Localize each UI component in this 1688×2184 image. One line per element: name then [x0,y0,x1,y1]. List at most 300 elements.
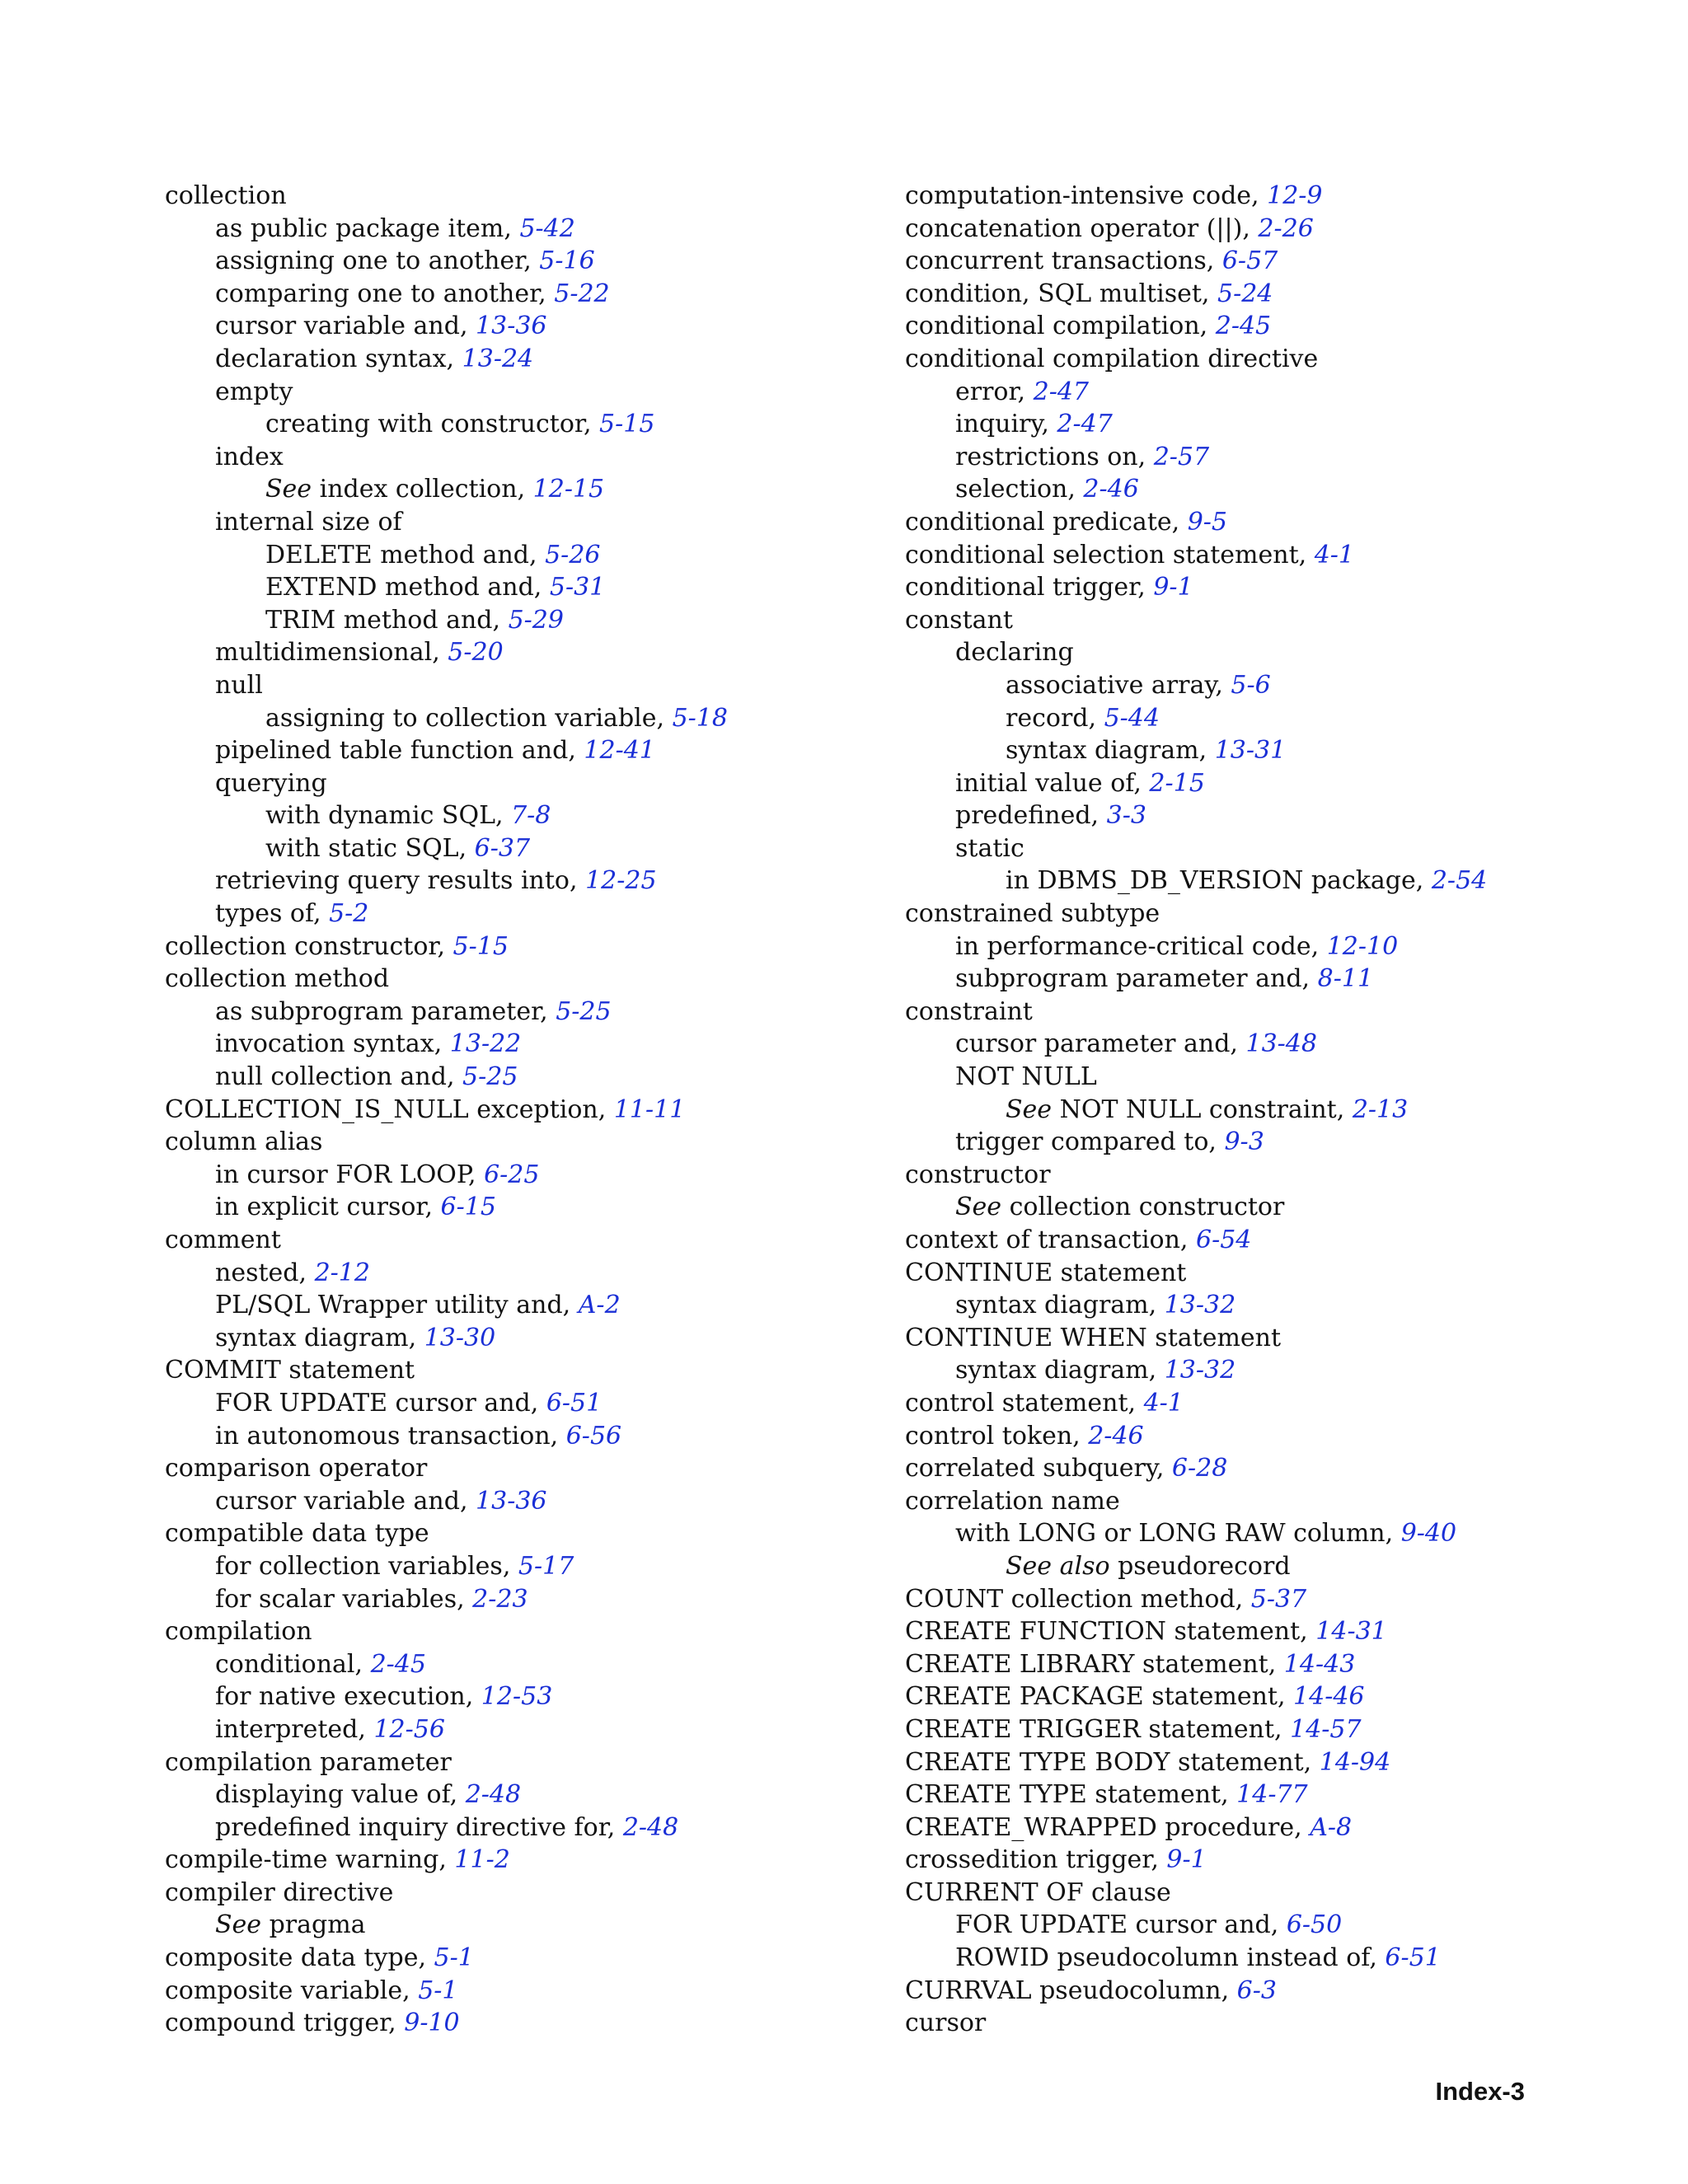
index-entry [905,180,1630,213]
see-reference-label: See [1006,1094,1053,1124]
index-term: control token, [905,1421,1089,1451]
page-reference-link[interactable]: 14-31 [1315,1617,1387,1647]
index-entry [165,799,890,832]
index-entry [165,441,890,474]
index-entry [905,1583,1630,1616]
page-reference-link[interactable]: 6-25 [484,1160,540,1189]
page-reference-link[interactable]: 13-24 [462,344,534,373]
index-term: concatenation operator (||), [905,213,1259,243]
index-term: compile-time warning, [165,1845,455,1875]
page-reference-link[interactable]: 5-26 [545,540,601,569]
index-term: CREATE LIBRARY statement, [905,1649,1284,1679]
index-term: declaration syntax, [215,344,462,373]
index-term: DELETE method and, [265,540,546,569]
see-reference-label: See [955,1193,1002,1222]
index-term: constant [905,605,1013,635]
index-term: column alias [165,1127,323,1157]
page-reference-link[interactable]: 5-2 [329,899,369,929]
index-term: CURRENT OF clause [905,1877,1171,1907]
index-entry [165,539,890,572]
index-column-right [905,180,1630,2040]
index-entry [905,702,1630,735]
index-entry [905,734,1630,767]
index-entry [165,1485,890,1518]
page-reference-link[interactable]: 6-3 [1236,1975,1277,2005]
index-entry [165,1191,890,1224]
index-term: FOR UPDATE cursor and, [215,1388,546,1418]
page-reference-link[interactable]: 2-47 [1033,377,1090,406]
index-entry [165,636,890,669]
index-entry [905,506,1630,539]
page-reference-link[interactable]: 2-13 [1352,1094,1409,1124]
index-term: conditional predicate, [905,507,1188,537]
index-term: compound trigger, [165,2008,405,2038]
page-reference-link[interactable]: 13-48 [1245,1029,1317,1059]
index-entry [905,473,1630,506]
index-entry [905,1322,1630,1355]
index-entry [905,898,1630,930]
page-reference-link[interactable]: 12-9 [1267,181,1323,210]
index-entry [165,1257,890,1290]
index-entry [165,1942,890,1975]
page-reference-link[interactable]: 5-44 [1104,703,1160,733]
index-entry [905,1420,1630,1453]
index-term: invocation syntax, [215,1029,450,1059]
index-term: selection, [955,475,1084,504]
page-reference-link[interactable]: 14-46 [1293,1682,1365,1712]
page-reference-link[interactable]: 5-22 [554,279,610,308]
page-reference-link[interactable]: 6-50 [1286,1910,1343,1940]
index-entry [905,1746,1630,1779]
index-term: context of transaction, [905,1226,1196,1254]
index-entry [165,1420,890,1453]
index-entry [905,1191,1630,1224]
index-term: correlation name [905,1486,1120,1516]
index-term: FOR UPDATE cursor and, [955,1910,1287,1940]
page-reference-link[interactable]: 6-56 [565,1421,622,1451]
page-reference-link[interactable]: 14-57 [1290,1714,1362,1744]
index-entry [165,1615,890,1648]
index-term: with LONG or LONG RAW column, [955,1519,1401,1549]
index-entry [905,245,1630,278]
index-entry [165,1648,890,1681]
page-reference-link[interactable]: 6-28 [1171,1454,1228,1483]
index-entry [165,278,890,311]
see-reference-label: See [215,1910,262,1940]
index-entry [905,1126,1630,1159]
index-entry [165,2007,890,2040]
page-reference-link[interactable]: 6-15 [440,1193,496,1222]
page-reference-link[interactable]: 2-47 [1057,410,1113,439]
index-term: concurrent transactions, [905,246,1222,276]
page-reference-link[interactable]: 12-15 [532,475,605,504]
index-entry [905,376,1630,409]
page-reference-link[interactable]: 5-20 [448,638,504,668]
page-reference-link[interactable]: 2-15 [1149,768,1205,798]
index-entry [905,571,1630,604]
index-entry [165,1159,890,1192]
page-reference-link[interactable]: A-2 [578,1291,621,1320]
index-entry [165,604,890,637]
page-reference-link[interactable]: 2-48 [465,1780,522,1810]
index-entry [165,1877,890,1910]
index-term: composite data type, [165,1943,434,1973]
index-entry [905,1550,1630,1583]
index-term: compatible data type [165,1519,429,1549]
index-term: subprogram parameter and, [955,964,1318,994]
index-term: initial value of, [955,768,1150,798]
page-reference-link[interactable]: 2-48 [622,1812,679,1842]
page-reference-link[interactable]: 5-25 [556,996,612,1026]
page-reference-link[interactable]: 12-56 [373,1714,445,1744]
index-entry [905,408,1630,441]
index-term: ROWID pseudocolumn instead of, [955,1943,1386,1973]
page-reference-link[interactable]: 13-30 [424,1323,496,1352]
page-reference-link[interactable]: 2-54 [1431,866,1488,896]
index-entry [165,506,890,539]
page-reference-link[interactable]: 11-2 [454,1845,510,1875]
page-reference-link[interactable]: 5-25 [462,1062,518,1092]
index-term: cursor variable and, [215,312,476,341]
index-entry [165,245,890,278]
page-reference-link[interactable]: 8-11 [1317,964,1374,994]
index-entry [165,1550,890,1583]
index-entry [905,1975,1630,2008]
index-entry [165,1061,890,1094]
page-reference-link[interactable]: 5-15 [599,410,655,439]
index-term: interpreted, [215,1714,374,1744]
page-reference-link[interactable]: 13-32 [1164,1356,1236,1385]
index-entry [905,1615,1630,1648]
index-entry [905,343,1630,376]
index-entry [905,213,1630,246]
index-entry [165,180,890,213]
index-entry [165,408,890,441]
index-term: conditional, [215,1649,371,1679]
page-reference-link[interactable]: 12-10 [1326,931,1399,961]
index-entry [165,1909,890,1942]
index-entry [905,604,1630,637]
index-term: CREATE TRIGGER statement, [905,1714,1291,1744]
page-reference-link[interactable]: 2-45 [1215,312,1272,341]
page-reference-link[interactable]: 5-37 [1250,1584,1307,1614]
index-entry [165,343,890,376]
page-reference-link[interactable]: 5-31 [549,573,606,602]
index-entry [165,1680,890,1713]
page-reference-link[interactable]: 6-57 [1221,246,1278,276]
index-term: cursor variable and, [215,1486,476,1516]
index-entry [905,1909,1630,1942]
index-term: correlated subquery, [905,1454,1172,1483]
index-entry [165,1289,890,1322]
index-term: assigning to collection variable, [265,703,673,733]
index-term: comparing one to another, [215,279,555,308]
index-term: creating with constructor, [265,410,600,439]
index-entry [165,1452,890,1485]
page-reference-link[interactable]: 14-77 [1236,1780,1308,1810]
index-term: error, [955,377,1034,406]
index-term: constrained subtype [905,899,1160,929]
index-entry [165,310,890,343]
page-reference-link[interactable]: 11-11 [613,1094,686,1124]
index-entry [905,1289,1630,1322]
index-term: for native execution, [215,1682,481,1712]
index-term: in explicit cursor, [215,1193,441,1222]
index-entry [905,1779,1630,1811]
index-term: for scalar variables, [215,1584,473,1614]
page-number: Index-3 [1435,2077,1525,2106]
index-entry [905,1061,1630,1094]
page-reference-link[interactable]: 14-94 [1319,1747,1391,1777]
index-term: comparison operator [165,1454,428,1483]
index-term: syntax diagram, [955,1356,1165,1385]
index-term: null [215,670,263,700]
index-term: COMMIT statement [165,1356,415,1385]
index-entry [905,1159,1630,1192]
index-term: inquiry, [955,410,1057,439]
page-reference-link[interactable]: 9-10 [404,2008,460,2038]
index-term: collection constructor, [165,931,453,961]
index-term: CREATE TYPE statement, [905,1780,1237,1810]
index-term: with dynamic SQL, [265,801,512,831]
page-reference-link[interactable]: 9-40 [1400,1519,1457,1549]
index-term: control statement, [905,1388,1144,1418]
index-entry [165,996,890,1029]
index-term: comment [165,1226,281,1254]
index-term: pseudorecord [1109,1551,1291,1581]
index-entry [165,1713,890,1746]
index-term: compiler directive [165,1877,394,1907]
index-term: CURRVAL pseudocolumn, [905,1975,1237,2005]
index-entry [905,669,1630,702]
index-entry [905,1354,1630,1387]
index-term: collection method [165,964,390,994]
index-term: CREATE_WRAPPED procedure, [905,1812,1311,1842]
index-term: trigger compared to, [955,1127,1225,1157]
page-reference-link[interactable]: 9-1 [1166,1845,1207,1875]
index-entry [165,473,890,506]
index-entry [165,213,890,246]
page-reference-link[interactable]: 13-36 [476,312,547,341]
page-reference-link[interactable]: 7-8 [511,801,551,831]
index-entry [165,1322,890,1355]
page-reference-link[interactable]: 6-54 [1196,1226,1252,1254]
index-term: in cursor FOR LOOP, [215,1160,485,1189]
page-reference-link[interactable]: 5-1 [434,1943,474,1973]
index-entry [905,2007,1630,2040]
page-reference-link[interactable]: 6-51 [1385,1943,1441,1973]
index-term: condition, SQL multiset, [905,279,1217,308]
page-reference-link[interactable]: 6-37 [474,833,531,863]
index-entry [905,278,1630,311]
page-reference-link[interactable]: 2-12 [314,1258,370,1287]
index-term: collection [165,181,287,210]
index-entry [165,930,890,963]
index-term: querying [215,768,327,798]
page-reference-link[interactable]: 9-3 [1224,1127,1264,1157]
index-entry [905,1942,1630,1975]
index-term: CREATE TYPE BODY statement, [905,1747,1320,1777]
index-term: PL/SQL Wrapper utility and, [215,1291,579,1320]
page-reference-link[interactable]: 2-46 [1083,475,1139,504]
index-term: conditional compilation, [905,312,1216,341]
index-entry [905,1224,1630,1257]
index-entry [905,539,1630,572]
page-reference-link[interactable]: 2-26 [1258,213,1314,243]
index-term: in performance-critical code, [955,931,1327,961]
index-term: CREATE FUNCTION statement, [905,1617,1316,1647]
index-entry [905,1028,1630,1061]
page-reference-link[interactable]: 5-17 [518,1551,574,1581]
index-term: TRIM method and, [265,605,509,635]
index-term: assigning one to another, [215,246,540,276]
index-term: EXTEND method and, [265,573,550,602]
index-entry [165,1028,890,1061]
index-term: pipelined table function and, [215,736,584,766]
index-term: collection constructor [1001,1193,1285,1222]
page-reference-link[interactable]: 9-1 [1153,573,1193,602]
page-reference-link[interactable]: 5-6 [1231,670,1271,700]
index-term: constraint [905,996,1033,1026]
index-term: empty [215,377,293,406]
index-term: computation-intensive code, [905,181,1268,210]
index-entry [905,767,1630,800]
index-entry [905,1257,1630,1290]
index-entry [165,1811,890,1844]
page-reference-link[interactable]: 6-51 [546,1388,603,1418]
index-term: as subprogram parameter, [215,996,556,1026]
index-term: nested, [215,1258,315,1287]
page-reference-link[interactable]: 13-36 [476,1486,547,1516]
index-entry [165,1583,890,1616]
index-entry [905,1648,1630,1681]
page-reference-link[interactable]: 3-3 [1106,801,1146,831]
index-entry [165,1094,890,1127]
index-term: cursor parameter and, [955,1029,1246,1059]
index-entry [905,1811,1630,1844]
index-entry [165,1844,890,1877]
index-entry [905,799,1630,832]
index-term: restrictions on, [955,442,1154,471]
index-term: compilation parameter [165,1747,452,1777]
page-reference-link[interactable]: 5-1 [418,1975,458,2005]
index-term: in DBMS_DB_VERSION package, [1006,866,1432,896]
page-reference-link[interactable]: 13-22 [449,1029,522,1059]
index-term: conditional compilation directive [905,344,1319,373]
page-reference-link[interactable]: A-8 [1310,1812,1353,1842]
index-term: associative array, [1006,670,1231,700]
page-reference-link[interactable]: 5-15 [452,931,509,961]
page-reference-link[interactable]: 5-24 [1217,279,1273,308]
index-term: COLLECTION_IS_NULL exception, [165,1094,614,1124]
page-reference-link[interactable]: 9-5 [1187,507,1228,537]
index-term: declaring [955,638,1074,668]
index-entry [165,832,890,865]
page-reference-link[interactable]: 12-53 [481,1682,553,1712]
index-term: cursor [905,2008,987,2038]
page-reference-link[interactable]: 2-57 [1153,442,1210,471]
index-entry [905,1713,1630,1746]
index-entry [165,376,890,409]
index-entry [905,1844,1630,1877]
index-term: constructor [905,1160,1051,1189]
index-term: in autonomous transaction, [215,1421,566,1451]
page-reference-link[interactable]: 13-32 [1164,1291,1236,1320]
index-entry [165,669,890,702]
index-term: as public package item, [215,213,520,243]
index-term: CREATE PACKAGE statement, [905,1682,1294,1712]
index-entry [165,1387,890,1420]
index-entry [165,963,890,996]
index-term: pragma [261,1910,366,1940]
see-reference-label: See also [1006,1551,1110,1581]
index-entry [905,865,1630,898]
index-column-left [165,180,890,2040]
index-entry [165,1126,890,1159]
index-entry [165,1975,890,2008]
index-term: syntax diagram, [1006,736,1215,766]
page-reference-link[interactable]: 2-46 [1088,1421,1144,1451]
index-entry [905,930,1630,963]
index-term: syntax diagram, [215,1323,424,1352]
index-term: conditional selection statement, [905,540,1315,569]
index-entry [905,1452,1630,1485]
page-reference-link[interactable]: 4-1 [1143,1388,1184,1418]
index-entry [905,310,1630,343]
page-reference-link[interactable]: 5-29 [508,605,564,635]
index-term: CONTINUE statement [905,1258,1187,1287]
index-entry [905,1094,1630,1127]
page-reference-link[interactable]: 5-16 [539,246,595,276]
index-entry [165,865,890,898]
page-reference-link[interactable]: 14-43 [1283,1649,1356,1679]
page-reference-link[interactable]: 4-1 [1314,540,1355,569]
index-entry [165,1746,890,1779]
index-entry [905,1387,1630,1420]
page-reference-link[interactable]: 2-45 [370,1649,426,1679]
index-entry [165,1224,890,1257]
index-term: record, [1006,703,1104,733]
index-term: NOT NULL [955,1062,1097,1092]
index-term: COUNT collection method, [905,1584,1251,1614]
index-term: multidimensional, [215,638,448,668]
index-entry [165,1354,890,1387]
index-entry [905,1877,1630,1910]
index-entry [165,1779,890,1811]
index-entry [165,898,890,930]
index-term: conditional trigger, [905,573,1154,602]
index-entry [165,571,890,604]
index-entry [165,1517,890,1550]
page-reference-link[interactable]: 5-42 [519,213,575,243]
page-reference-link[interactable]: 2-23 [472,1584,528,1614]
index-term: index [215,442,284,471]
index-term: for collection variables, [215,1551,518,1581]
index-term: index collection, [312,475,533,504]
page-reference-link[interactable]: 13-31 [1214,736,1287,766]
index-term: crossedition trigger, [905,1845,1167,1875]
index-entry [905,1485,1630,1518]
page-reference-link[interactable]: 5-18 [672,703,728,733]
page-reference-link[interactable]: 12-25 [585,866,657,896]
index-entry [165,734,890,767]
index-term: compilation [165,1617,312,1647]
index-term: composite variable, [165,1975,419,2005]
index-entry [905,1517,1630,1550]
index-term: null collection and, [215,1062,463,1092]
page-reference-link[interactable]: 12-41 [584,736,655,766]
index-entry [165,702,890,735]
